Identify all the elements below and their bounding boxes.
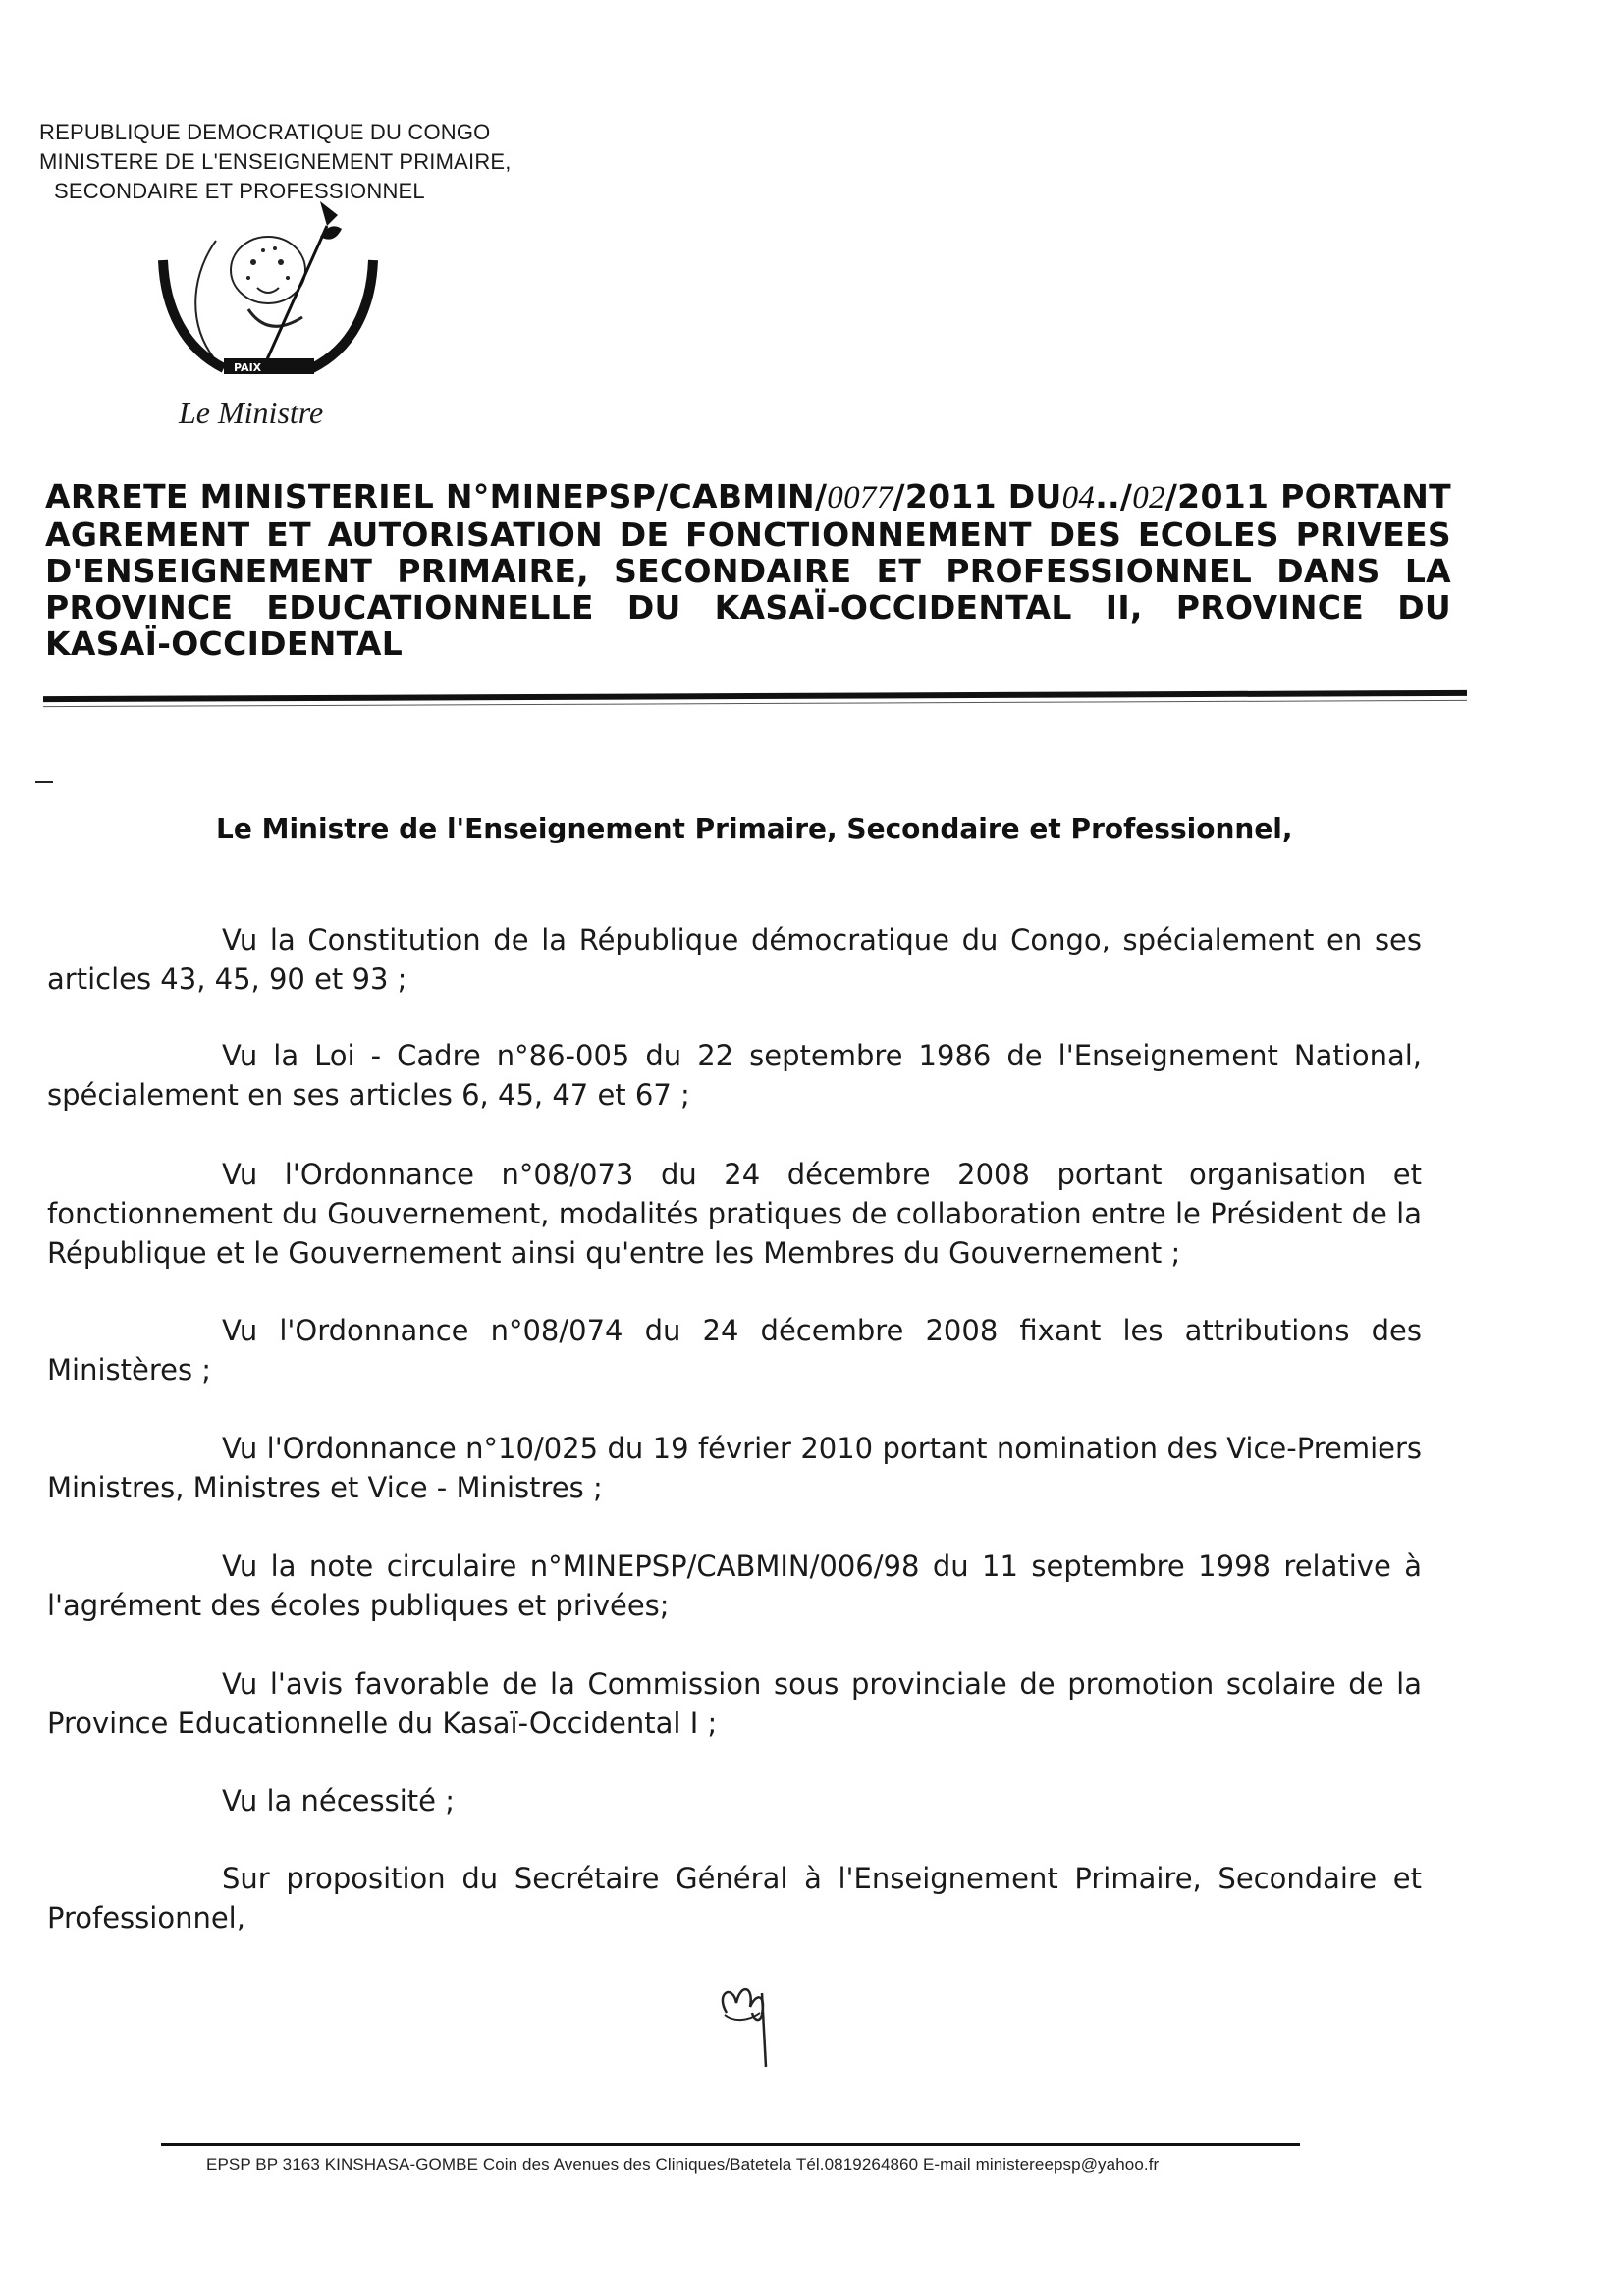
title-part2: /2011 DU bbox=[893, 477, 1062, 516]
decree-day-handwritten: 04 bbox=[1061, 480, 1096, 516]
coat-of-arms-icon bbox=[155, 201, 381, 388]
title-part3: /2011 PORTANT AGREMENT ET AUTORISATION DE FONCTIONNEMENT DES ECOLES PRIVEES D'ENSEIGNEMENT PRIMAIRE, SECONDAIRE ET PROFESSIONNEL DANS LA PROVINCE EDUCATIONNELLE DU KASAÏ-OCCIDENTAL II, PROVINCE DU KASAÏ-OCCIDENTAL bbox=[45, 477, 1451, 663]
decree-title bbox=[45, 478, 1451, 662]
svg-text:PAIX: PAIX bbox=[234, 361, 262, 374]
paragraph-note-circulaire bbox=[47, 1547, 1422, 1625]
signatory-label: Le Ministre bbox=[179, 395, 324, 430]
paragraph-text: Vu l'Ordonnance n°08/074 du 24 décembre 2008 fixant les attributions des Ministères ; bbox=[47, 1314, 1422, 1386]
header-country: REPUBLIQUE DEMOCRATIQUE DU CONGO bbox=[39, 120, 491, 144]
paragraph-text: Sur proposition du Secrétaire Général à l'Enseignement Primaire, Secondaire et Professionnel, bbox=[47, 1862, 1422, 1934]
paragraph-ordonnance-025 bbox=[47, 1429, 1422, 1507]
title-sep: ../ bbox=[1095, 477, 1133, 516]
header-ministry-cont: SECONDAIRE ET PROFESSIONNEL bbox=[54, 179, 425, 203]
paragraph-avis-favorable bbox=[47, 1664, 1422, 1743]
decree-number-handwritten: 0077 bbox=[827, 480, 893, 516]
paragraph-text: Vu la nécessité ; bbox=[222, 1784, 455, 1818]
decree-month-handwritten: 02 bbox=[1132, 480, 1165, 516]
paragraph-proposition bbox=[47, 1859, 1422, 1937]
paragraph-text: Vu la Loi - Cadre n°86-005 du 22 septembre 1986 de l'Enseignement National, spécialement en ses articles 6, 45, 47 et 67 ; bbox=[47, 1039, 1422, 1112]
minister-heading: Le Ministre de l'Enseignement Primaire, Secondaire et Professionnel, bbox=[216, 812, 1293, 844]
paragraph-ordonnance-073 bbox=[47, 1155, 1422, 1273]
footer-address: EPSP BP 3163 KINSHASA-GOMBE Coin des Avenues des Cliniques/Batetela Tél.0819264860 E-mail ministereepsp@yahoo.fr bbox=[206, 2155, 1160, 2174]
paragraph-constitution bbox=[47, 920, 1422, 999]
scan-mark bbox=[35, 781, 53, 783]
paragraph-text: Vu la note circulaire n°MINEPSP/CABMIN/006/98 du 11 septembre 1998 relative à l'agrément des écoles publiques et privées; bbox=[47, 1549, 1422, 1622]
paragraph-necessite bbox=[47, 1781, 1422, 1820]
title-part1: ARRETE MINISTERIEL N°MINEPSP/CABMIN/ bbox=[45, 477, 828, 516]
footer-rule bbox=[161, 2143, 1300, 2146]
paragraph-text: Vu la Constitution de la République démocratique du Congo, spécialement en ses articles 43, 45, 90 et 93 ; bbox=[47, 923, 1422, 996]
paragraph-text: Vu l'Ordonnance n°10/025 du 19 février 2010 portant nomination des Vice-Premiers Ministres, Ministres et Vice - Ministres ; bbox=[47, 1432, 1422, 1504]
header-ministry: MINISTERE DE L'ENSEIGNEMENT PRIMAIRE, bbox=[39, 149, 512, 174]
paragraph-loi-cadre bbox=[47, 1036, 1422, 1114]
handwritten-initials-icon bbox=[705, 1964, 803, 2082]
paragraph-text: Vu l'Ordonnance n°08/073 du 24 décembre 2008 portant organisation et fonctionnement du Gouvernement, modalités pratiques de collaboration entre le Président de la République et le Gouvernement ainsi qu'entre les Membres du Gouvernement ; bbox=[47, 1158, 1422, 1270]
paragraph-ordonnance-074 bbox=[47, 1311, 1422, 1389]
paragraph-text: Vu l'avis favorable de la Commission sous provinciale de promotion scolaire de la Province Educationnelle du Kasaï-Occidental I ; bbox=[47, 1667, 1422, 1740]
